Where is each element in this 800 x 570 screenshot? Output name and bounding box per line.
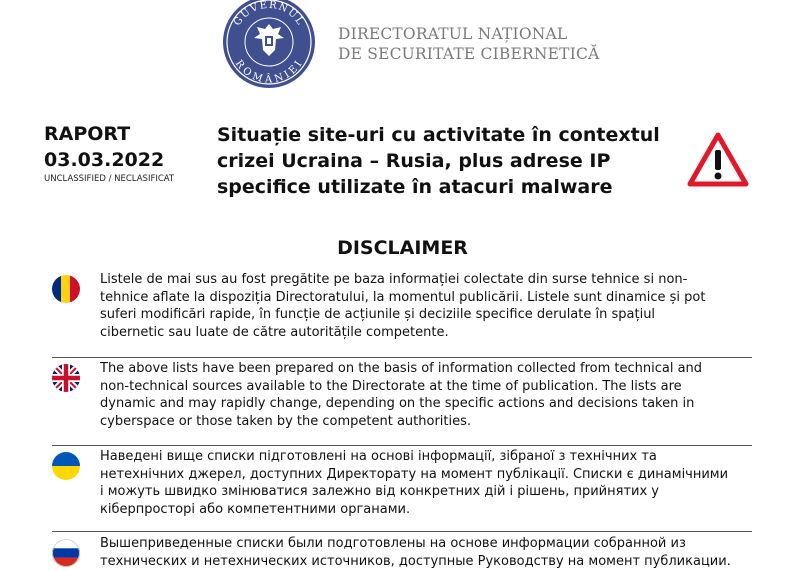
title-line-1: Situație site-uri cu activitate în contextul xyxy=(217,122,677,148)
seal-text-top: GUVERNUL xyxy=(232,0,306,28)
disclaimer-heading: DISCLAIMER xyxy=(0,237,800,259)
uk-flag-icon xyxy=(52,364,80,392)
romania-flag-icon xyxy=(52,275,80,303)
text-line: нетехнічних джерел, доступних Директорату на момент публікації. Списки є динамічними xyxy=(100,466,760,484)
seal-text-bottom: ROMÂNIEI xyxy=(233,58,305,85)
ukraine-flag-icon xyxy=(52,452,80,480)
disclaimer-text-ukrainian xyxy=(100,448,760,518)
report-title xyxy=(217,122,677,200)
text-line: The above lists have been prepared on the basis of information collected from technical and xyxy=(100,360,760,378)
text-line: dynamic and may rapidly change, depending on the specific actions and decisions taken in xyxy=(100,395,760,413)
disclaimer-item-ukrainian xyxy=(52,448,752,520)
government-seal-logo xyxy=(221,0,317,90)
organization-name xyxy=(338,24,599,64)
org-name-line-2: DE SECURITATE CIBERNETICĂ xyxy=(338,44,599,64)
org-name-line-1: DIRECTORATUL NAȚIONAL xyxy=(338,24,599,44)
divider xyxy=(52,531,752,532)
russia-flag-icon xyxy=(52,539,80,567)
report-date: 03.03.2022 xyxy=(44,148,164,172)
disclaimer-item-english xyxy=(52,360,752,432)
disclaimer-text-russian xyxy=(100,535,760,570)
report-label: RAPORT xyxy=(44,122,130,146)
text-line: Listele de mai sus au fost pregătite pe baza informației colectate din surse tehnice si non- xyxy=(100,271,760,289)
text-line: suferi modificări rapide, în funcție de acțiunile și deciziile specifice derulate în spațiul xyxy=(100,306,760,324)
text-line: cyberspace or those taken by the competent authorities. xyxy=(100,413,760,431)
text-line: технических и нетехнических источников, доступные Руководству на момент публикации. xyxy=(100,553,760,570)
disclaimer-text-english xyxy=(100,360,760,430)
classification-label: UNCLASSIFIED / NECLASIFICAT xyxy=(44,174,174,185)
text-line: кіберпросторі або компетентними органами. xyxy=(100,501,760,519)
text-line: non-technical sources available to the Directorate at the time of publication. The lists are xyxy=(100,378,760,396)
disclaimer-text-romanian xyxy=(100,271,760,341)
text-line: tehnice aflate la dispoziția Directoratului, la momentul publicării. Listele sunt dinamice și pot xyxy=(100,289,760,307)
text-line: Вышеприведенные списки были подготовлены на основе информации собранной из xyxy=(100,535,760,553)
text-line: Наведені вище списки підготовлені на основі інформації, зібраної з технічних та xyxy=(100,448,760,466)
title-line-2: crizei Ucraina – Rusia, plus adrese IP xyxy=(217,148,677,174)
title-line-3: specifice utilizate în atacuri malware xyxy=(217,174,677,200)
divider xyxy=(52,445,752,446)
divider xyxy=(52,357,752,358)
warning-triangle-icon xyxy=(686,131,750,189)
disclaimer-item-romanian xyxy=(52,271,752,343)
disclaimer-item-russian xyxy=(52,535,752,568)
text-line: і можуть швидко змінюватися залежно від конкретних дій і рішень, прийнятих у xyxy=(100,483,760,501)
text-line: cibernetic sau luate de către autoritățile competente. xyxy=(100,324,760,342)
